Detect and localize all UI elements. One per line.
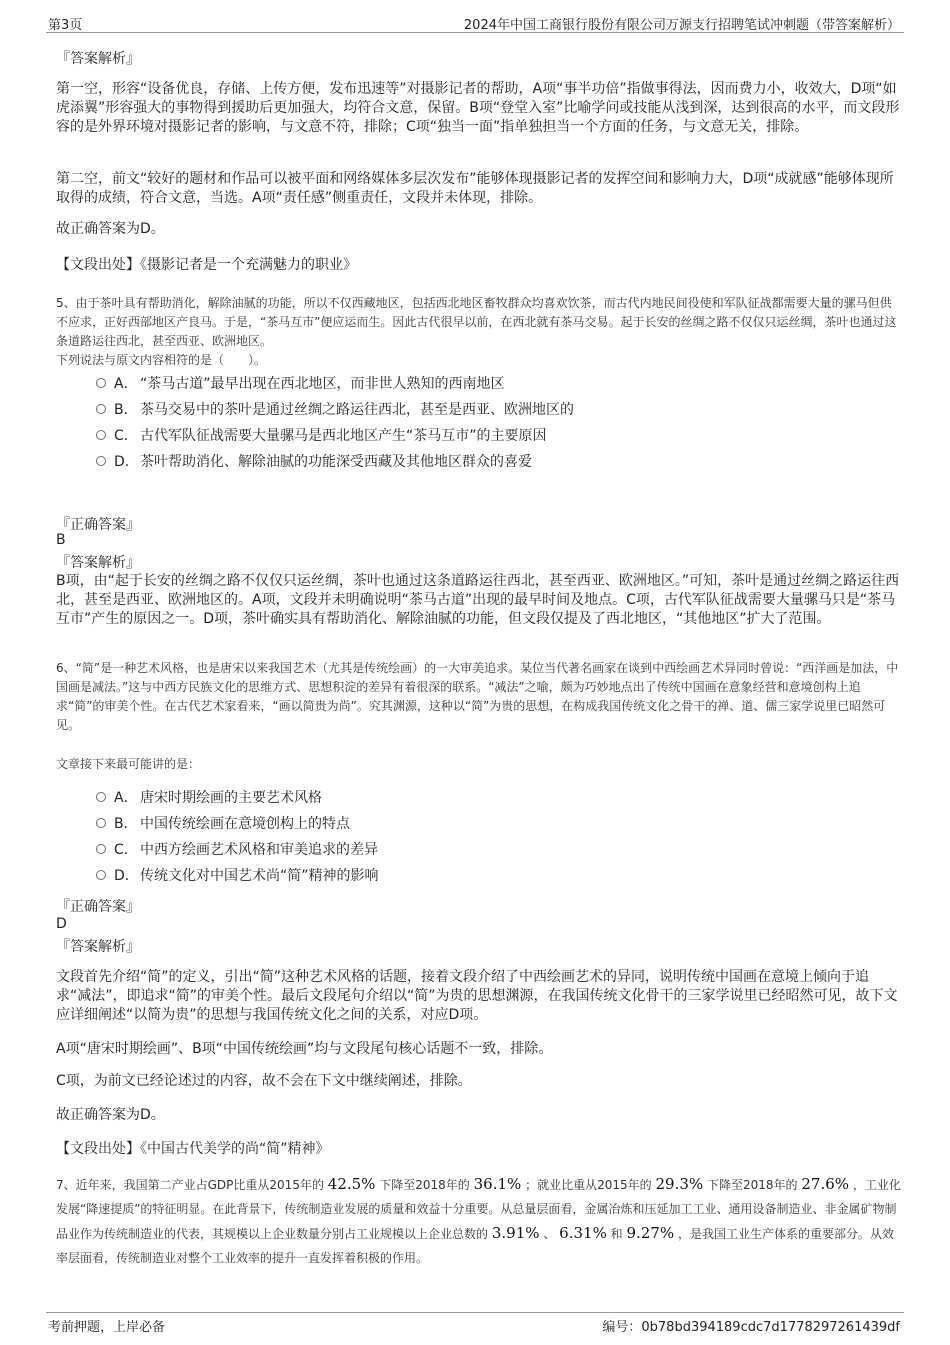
- q7-value-42-5: 42.5%: [327, 1175, 376, 1193]
- radio-icon[interactable]: [96, 792, 106, 802]
- document-id: 编号：0b78bd394189cdc7d1778297261439df: [602, 1320, 900, 1335]
- q5-option-b[interactable]: B． 茶马交易中的茶叶是通过丝绸之路运往西北，甚至是西亚、欧洲地区的: [96, 400, 574, 420]
- q6-question: 文章接下来最可能讲的是：: [56, 757, 201, 771]
- q7-value-9-27: 9.27%: [626, 1224, 675, 1242]
- q5-option-a[interactable]: A． “茶马古道”最早出现在西北地区，而非世人熟知的西南地区: [96, 374, 505, 394]
- document-title: 2024年中国工商银行股份有限公司万源支行招聘笔试冲刺题（带答案解析）: [463, 18, 900, 33]
- radio-icon[interactable]: [96, 430, 106, 440]
- q4-analysis-para1: 第一空，形容“设备优良，存储、上传方便，发布迅速等”对摄影记者的帮助，A项“事半功倍”指做事得法，因而费力小，收效大，D项“如虎添翼”形容强大的事物得到援助后更加强大，均符合文意，保留。B项“登堂入室”比喻学问或技能从浅到深，达到很高的水平，而文段形容的是外界环境对摄影记者的影响，与文意不符，排除；C项“独当一面”指单独担当一个方面的任务，与文意无关，排除。: [56, 81, 900, 135]
- q4-analysis-para2: 第二空，前文“较好的题材和作品可以被平面和网络媒体多层次发布”能够体现摄影记者的发挥空间和影响力大，D项“成就感”能够体现所取得的成绩，符合文意，当选。A项“责任感”侧重责任，文段并未体现，排除。: [56, 171, 894, 206]
- q6-answer: D: [56, 916, 67, 932]
- q5-stem: 5、由于茶叶具有帮助消化，解除油腻的功能，所以不仅西藏地区，包括西北地区畜牧群众均喜欢饮茶，而古代内地民间役使和军队征战都需要大量的骡马但供不应求，正好西部地区产良马。于是，“茶马互市”便应运而生。因此古代很早以前，在西北就有茶马交易。起于长安的丝绸之路不仅仅只运丝绸，茶叶也通过这条道路运往西北，甚至西亚、欧洲地区。: [56, 296, 897, 348]
- radio-icon[interactable]: [96, 456, 106, 466]
- q5-question: 下列说法与原文内容相符的是（ ）。: [56, 353, 267, 367]
- q6-conclusion: 故正确答案为D。: [56, 1107, 165, 1123]
- q4-conclusion: 故正确答案为D。: [56, 221, 165, 237]
- q5-option-c[interactable]: C． 古代军队征战需要大量骡马是西北地区产生“茶马互市”的主要原因: [96, 426, 547, 446]
- q6-option-a[interactable]: A． 唐宋时期绘画的主要艺术风格: [96, 788, 322, 808]
- q6-analysis-label: 『答案解析』: [56, 939, 140, 955]
- q5-answer-label: 『正确答案』: [56, 517, 140, 533]
- radio-icon[interactable]: [96, 404, 106, 414]
- q5-option-d[interactable]: D．茶叶帮助消化、解除油腻的功能深受西藏及其他地区群众的喜爱: [96, 452, 532, 472]
- q7-value-6-31: 6.31%: [559, 1224, 607, 1242]
- page-footer: [46, 1312, 904, 1335]
- q7-stem: 7、近年来，我国第二产业占GDP比重从2015年的 42.5% 下降至2018年的 36.1% ；就业比重从2015年的 29.3% 下降至2018年的 27.6% ，工业化发展“降速提质”的特征明显。在此背景下，传统制造业发展的质量和效益十分重要。从总量层面看，金属冶炼和压延加工工业、通用设备制造业、非金属矿物制品业作为传统制造业的代表，其规模以上企业数量分别占工业规模以上企业总数的 3.91% 、 6.31% 和 9.27% ，是我国工业生产体系的重要部分。从效率层面看，传统制造业对整个工业效率的提升一直发挥着积极的作用。: [56, 1175, 901, 1265]
- q6-stem: 6、“简”是一种艺术风格，也是唐宋以来我国艺术（尤其是传统绘画）的一大审美追求。某位当代著名画家在谈到中西绘画艺术异同时曾说：“西洋画是加法，中国画是减法。”这与中西方民族文化的思维方式、思想积淀的差异有着很深的联系。“减法”之喻，颇为巧妙地点出了传统中国画在意象经营和意境创构上追求“简”的审美个性。在古代艺术家看来，“画以简贵为尚”。究其渊源，这种以“简”为贵的思想，在构成我国传统文化之骨干的禅、道、儒三家学说里已昭然可见。: [56, 661, 899, 732]
- q4-analysis-label: 『答案解析』: [56, 51, 140, 67]
- q4-source: 【文段出处】《摄影记者是一个充满魅力的职业》: [56, 257, 357, 273]
- q6-analysis-para3: C项，为前文已经论述过的内容，故不会在下文中继续阐述，排除。: [56, 1073, 472, 1089]
- radio-icon[interactable]: [96, 818, 106, 828]
- q7-value-29-3: 29.3%: [655, 1175, 704, 1193]
- q6-option-b[interactable]: B． 中国传统绘画在意境创构上的特点: [96, 814, 350, 834]
- radio-icon[interactable]: [96, 870, 106, 880]
- q7-value-27-6: 27.6%: [801, 1175, 850, 1193]
- q6-analysis-para2: A项“唐宋时期绘画”、B项“中国传统绘画”均与文段尾句核心话题不一致，排除。: [56, 1041, 553, 1057]
- q5-answer: B: [56, 532, 66, 548]
- q6-source: 【文段出处】《中国古代美学的尚“简”精神》: [56, 1141, 330, 1157]
- q5-analysis-label: 『答案解析』: [56, 555, 140, 571]
- q6-option-c[interactable]: C． 中西方绘画艺术风格和审美追求的差异: [96, 840, 378, 860]
- q5-analysis: B项，由“起于长安的丝绸之路不仅仅只运丝绸，茶叶也通过这条道路运往西北，甚至西亚、欧洲地区。”可知，茶叶是通过丝绸之路运往西北，甚至是西亚、欧洲地区的。A项，文段并未明确说明“茶马古道”出现的最早时间及地点。C项，古代军队征战需要大量骡马只是“茶马互市”产生的原因之一。D项，茶叶确实具有帮助消化、解除油腻的功能，但文段仅提及了西北地区，“其他地区”扩大了范围。: [56, 573, 900, 627]
- radio-icon[interactable]: [96, 378, 106, 388]
- page-header: [46, 12, 904, 33]
- page-number: 第3页: [48, 18, 83, 33]
- radio-icon[interactable]: [96, 844, 106, 854]
- q6-option-d[interactable]: D．传统文化对中国艺术尚“简”精神的影响: [96, 866, 379, 886]
- footer-slogan: 考前押题，上岸必备: [48, 1320, 166, 1335]
- q7-value-36-1: 36.1%: [473, 1175, 522, 1193]
- q6-answer-label: 『正确答案』: [56, 899, 140, 915]
- q6-analysis-para1: 文段首先介绍“简”的定义，引出“简”这种艺术风格的话题，接着文段介绍了中西绘画艺术的异同，说明传统中国画在意境上倾向于追求“减法”，即追求“简”的审美个性。最后文段尾句介绍以“简”为贵的思想渊源，在我国传统文化骨干的三家学说里已经昭然可见，故下文应详细阐述“以简为贵”的思想与我国传统文化之间的关系，对应D项。: [56, 969, 898, 1023]
- q7-value-3-91: 3.91%: [491, 1224, 540, 1242]
